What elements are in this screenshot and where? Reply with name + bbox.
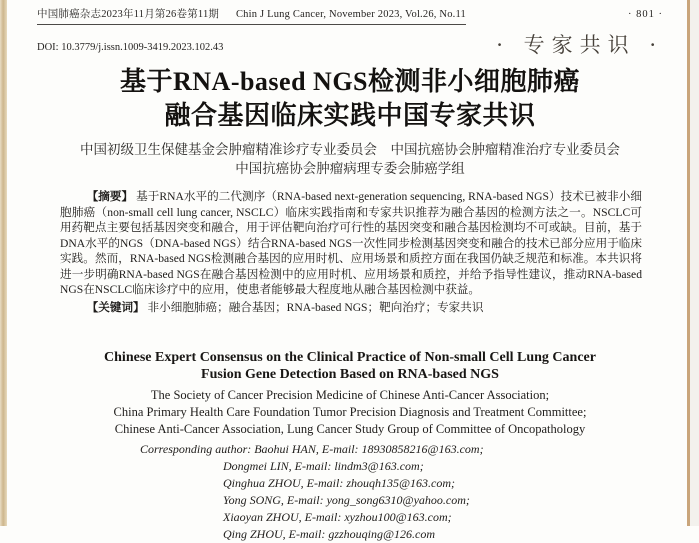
- meta-row: [37, 31, 663, 59]
- journal-citation-en: Chin J Lung Cancer, November 2023, Vol.26, No.11: [235, 9, 467, 20]
- affiliation-en-line1: The Society of Cancer Precision Medicine of Chinese Anti-Cancer Association;: [150, 388, 550, 402]
- page-right-scan-edge: [690, 0, 699, 526]
- section-label-expert-consensus: · 专家共识 ·: [496, 33, 663, 57]
- doi-text: DOI: 10.3779/j.issn.1009-3419.2023.102.43: [37, 42, 224, 53]
- corresponding-email-line: Dongmei LIN, E-mail: lindm3@163.com;: [223, 459, 424, 473]
- corresponding-email-line: Qinghua ZHOU, E-mail: zhouqh135@163.com;: [223, 476, 456, 490]
- affiliation-en-line3: Chinese Anti-Cancer Association, Lung Cancer Study Group of Committee of Oncopathology: [114, 422, 586, 436]
- affiliation-cn-line1: 中国初级卫生保健基金会肿瘤精准诊疗专业委员会 中国抗癌协会肿瘤精准治疗专业委员会: [80, 142, 620, 157]
- page-content: [37, 0, 663, 543]
- journal-citation: [37, 8, 466, 25]
- keywords-text: 非小细胞肺癌；融合基因；RNA-based NGS；靶向治疗；专家共识: [144, 300, 484, 314]
- corresponding-email-line: Xiaoyan ZHOU, E-mail: xyzhou100@163.com;: [223, 510, 452, 524]
- affiliation-cn-line2: 中国抗癌协会肿瘤病理专委会肺癌学组: [235, 161, 465, 176]
- corresponding-email-line: Yong SONG, E-mail: yong_song6310@yahoo.com;: [223, 493, 470, 507]
- article-title-en-line2: Fusion Gene Detection Based on RNA-based NGS: [201, 367, 499, 382]
- corresponding-email-line: Qing ZHOU, E-mail: gzzhouqing@126.com: [223, 527, 436, 541]
- article-title-en-line1: Chinese Expert Consensus on the Clinical Practice of Non-small Cell Lung Cancer: [104, 350, 596, 365]
- affiliation-en-line2: China Primary Health Care Foundation Tumor Precision Diagnosis and Treatment Committee;: [113, 405, 587, 419]
- journal-citation-cn: 中国肺癌杂志2023年11月第26卷第11期: [37, 9, 220, 20]
- page-number: · 801 ·: [628, 9, 663, 20]
- correspondence-block: [37, 441, 663, 543]
- corresponding-author-line: Corresponding author: Baohui HAN, E-mail: 18930858216@163.com;: [140, 442, 484, 456]
- abstract-paragraph: [60, 189, 642, 298]
- page-left-scan-edge: [0, 0, 7, 526]
- abstract-label: 【摘要】: [86, 190, 134, 203]
- keywords-label: 【关键词】: [86, 300, 145, 314]
- abstract-text: 基于RNA水平的二代测序（RNA-based next-generation sequencing, RNA-based NGS）技术已被非小细胞肺癌（non-small cell lung cancer, NSCLC）临床实践指南和专家共识推荐为融合基因的检测方法之一。NSCLC可用药靶点主要包括基因突变和融合，用于评估靶向治疗可行性的基因突变和融合基因检测均不可或缺。目前，基于DNA水平的NGS（DNA-based NGS）结合RNA-based NGS一次性同步检测基因突变和融合的技术已部分应用于临床实践。然而，RNA-based NGS检测融合基因的应用时机、应用场景和质控方面在我国仍缺乏规范和标准。本共识将进一步明确RNA-based NGS在融合基因检测中的应用时机、应用场景和质控，并给予指导性建议，推动RNA-based NGS在NSCLC临床诊疗中的应用，使患者能够最大程度地从融合基因检测中获益。: [60, 190, 642, 296]
- running-header: [37, 0, 663, 25]
- article-title-cn-line2: 融合基因临床实践中国专家共识: [164, 101, 536, 130]
- keywords-paragraph: [60, 300, 642, 316]
- article-title-cn-line1: 基于RNA-based NGS检测非小细胞肺癌: [119, 67, 581, 96]
